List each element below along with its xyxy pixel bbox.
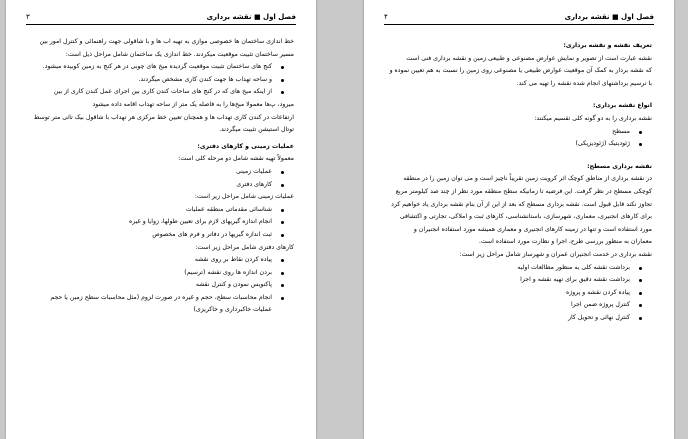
- section-heading: نقشه برداری مسطح:: [587, 162, 652, 170]
- paragraph-line: کارهای دفتری شامل مراحل زیر است:: [195, 243, 294, 251]
- paragraph-line: عملیات زمینی شامل مراحل زیر است:: [194, 193, 294, 201]
- list-item: برداشت نقشه دقیق برای تهیه نقشه و اجرا: [386, 274, 630, 287]
- bullet-list: [28, 204, 294, 242]
- bullet-list: [386, 126, 652, 151]
- paragraph-line: ارتفاعات در کندن کاری تهداب ها و همچنان تعیین خط مرکزی هر تهداب با شاقول بیک تاثی متر توسط: [33, 113, 294, 121]
- bullet-list: [28, 254, 294, 304]
- section-heading: عملیات زمینی و کارهای دفتری:: [197, 142, 294, 150]
- paragraph-line: کوچکی مسطح در نظر گرفت. این فرضیه تا زمانیکه سطح منطقه مورد نظر از چند صد کیلومتر مربع: [395, 187, 652, 195]
- paragraph-line: نقشه عبارت است از تصویر و نمایش عوارض مصنوعی و طبیعی زمین و نقشه برداری فنی است: [406, 54, 652, 62]
- paragraph-line: در نقشه برداری از مناطق کوچک اثر کرویت زمین تقریباً ناچیز است و می توان زمین را در منطقه: [403, 175, 652, 183]
- list-item-continuation: و ساحه تهداب ها جهت کندن کاری مشخص میگردند.: [28, 74, 272, 87]
- paragraph-line: عملیات خاکبرداری و خاکریزی): [193, 306, 272, 314]
- paragraph-line: که نقشه بردار به کمک آن موقعیت عوارض طبیعی یا مصنوعی روی زمین را نسبت به هم تعیین نموده و: [389, 67, 652, 75]
- document-page-3: [6, 0, 316, 439]
- header-title: فصل اول ■ نقشه برداری: [206, 13, 296, 21]
- list-item: شناسائی مقدماتی منطقه عملیات: [28, 204, 272, 217]
- section-heading: تعریف نقشه و نقشه برداری:: [563, 42, 652, 49]
- page-header: [26, 12, 296, 25]
- list-item: عملیات زمینی: [28, 166, 272, 179]
- list-item: انجام اندازه گیریهای لازم برای تعیین طولها، زوایا و غیره: [28, 216, 272, 229]
- paragraph-line: توتال استیشن تثبیت میگردند.: [219, 126, 294, 134]
- list-item: بردن اندازه ها روی نقشه (ترسیم): [28, 267, 272, 280]
- list-item: کنترل پروژه ضمن اجرا: [386, 299, 630, 312]
- bullet-list: [386, 262, 652, 325]
- page-number: ۳: [26, 13, 30, 21]
- paragraph-line: برای کارهای انجنیری، معماری، شهرسازی، باستانشناسی، کارهای ثبت و املاکی، تجارتی و اکتشافی: [399, 213, 652, 221]
- paragraph-line: با ترسیم برداشتهای انجام شده نقشه را تهیه می کند.: [516, 79, 652, 87]
- paragraph-line: نقشه برداری را به دو گونه کلی تقسیم میکنند:: [534, 114, 652, 122]
- paragraph-line: تجاوز نکند قابل قبول است. نقشه برداری مسطح که بعد از این از آن بنام نقشه برداری یاد خواهیم کرد: [391, 200, 652, 208]
- paragraph-line: نقشه برداری در خدمت انجنیران عمران و شهرساز شامل مراحل زیر است:: [459, 250, 652, 258]
- list-item: ژئودیتیک (ژئودیزیکی): [386, 138, 630, 151]
- paragraph-line: میرود، پ‌ها معمولا میخ‌ها را به فاصله یک متر از ساحه تهداب اقامه داده میشود: [92, 100, 294, 108]
- header-title: فصل اول ■ نقشه برداری: [564, 13, 654, 21]
- page-body: [386, 36, 652, 435]
- list-item: از اینکه میخ های که در کنج های ساحات کندن کاری بین اجرای عمل کندن کاری از بین: [28, 86, 272, 99]
- document-page-4: [364, 0, 674, 439]
- page-number: ۴: [384, 13, 388, 21]
- page-body: [28, 36, 294, 435]
- list-item: پیاده کردن نقاط بر روی نقشه: [28, 254, 272, 267]
- paragraph-line: معماران به منظور بررسی طرح، اجرا و نظارت مورد استفاده است.: [478, 238, 652, 246]
- list-item: انجام محاسبات سطح، حجم و غیره در صورت لزوم (مثل محاسبات سطح زمین یا حجم: [28, 292, 272, 305]
- list-item: کنترل نهائی و تحویل کار: [386, 312, 630, 325]
- section-heading: انواع نقشه برداری:: [593, 102, 652, 110]
- bullet-list: [28, 166, 294, 191]
- list-item: کارهای دفتری: [28, 179, 272, 192]
- bullet-list: [28, 61, 294, 99]
- list-item: کنج های ساختمان تثبیت موقعیت گردیده میخ های چوبی در هر کنج به زمین کوبیده میشود.: [28, 61, 272, 74]
- paragraph-line: خط اندازی ساختمان ها خصوصی موازی به تهیه اب ها و با شاقولی جهت راهنمائی و کنترل امور بین: [39, 38, 294, 45]
- list-item: برداشت نقشه کلی به منظور مطالعات اولیه: [386, 262, 630, 275]
- paragraph-line: مسیر ساختمان تثبیت موقعیت میکردند. خط اندازی یک ساختمان شامل مراحل ذیل است:: [65, 50, 294, 58]
- paragraph-line: معمولاً تهیه نقشه شامل دو مرحله کلی است:: [178, 155, 294, 163]
- list-item: پیاده کردن نقشه و پروژه: [386, 287, 630, 300]
- list-item: پاکنویس نمودن و کنترل نقشه: [28, 279, 272, 292]
- page-header: [384, 12, 654, 25]
- list-item: مسطح: [386, 126, 630, 139]
- list-item: ثبت اندازه گیریها در دفاتر و فرم های مخصوص: [28, 229, 272, 242]
- paragraph-line: مورد استفاده است و تنها در زمینه کارهای انجنیری و معماری همیشه مورد استفاده انجنیران و: [413, 225, 652, 233]
